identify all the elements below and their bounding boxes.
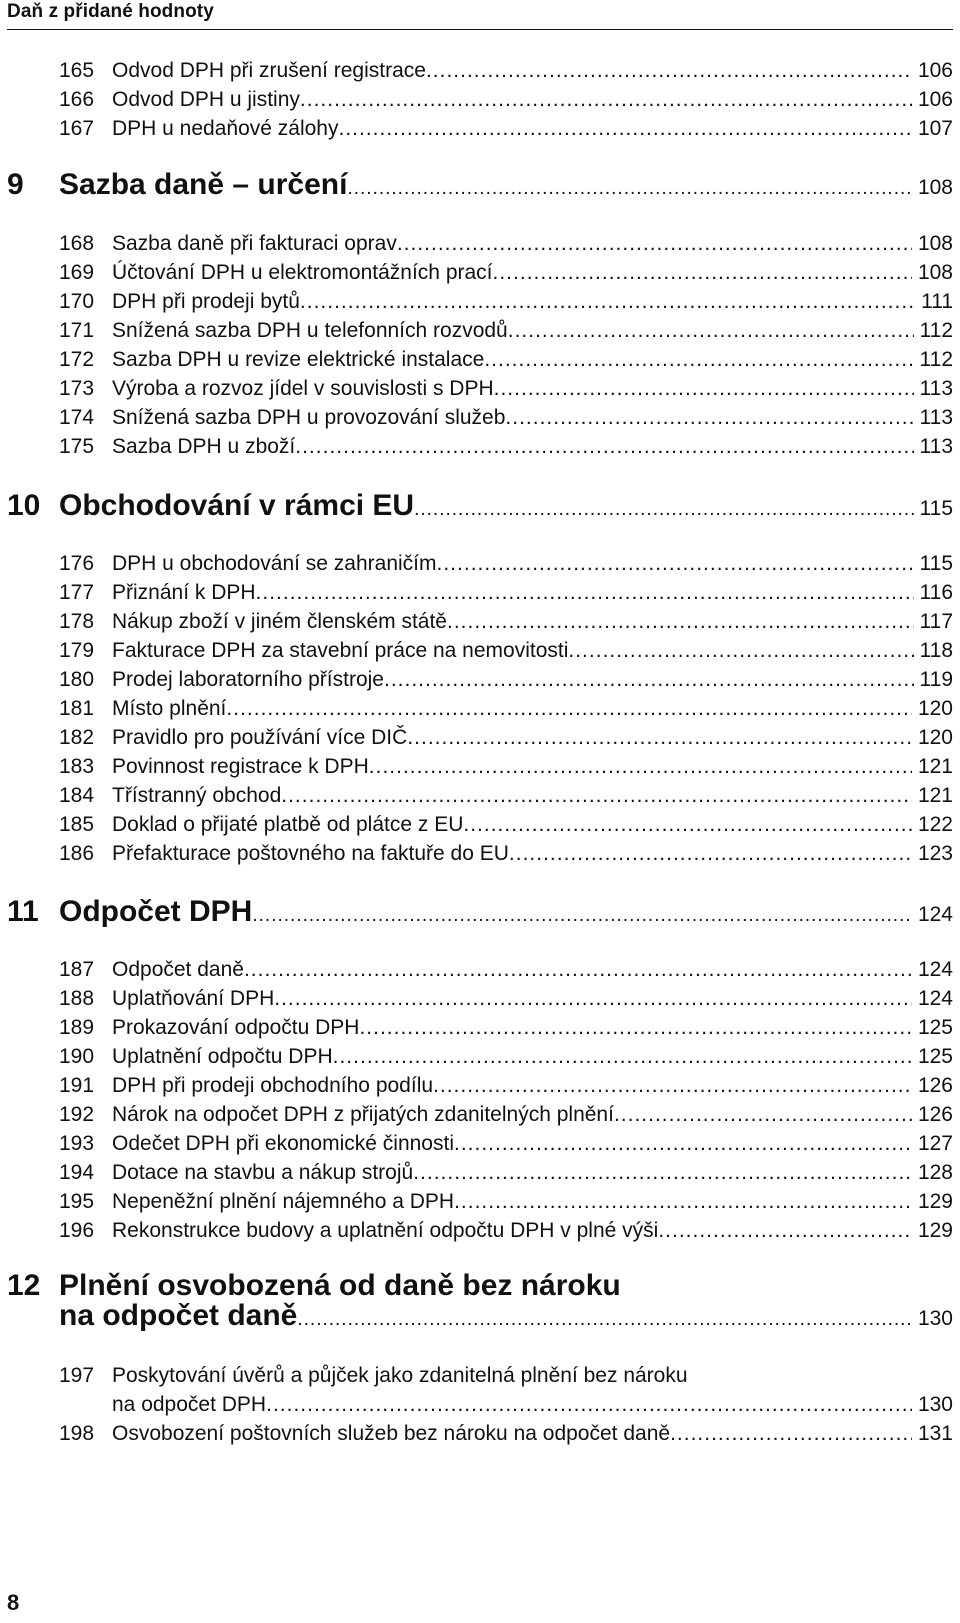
- chapter-page: 124: [917, 903, 953, 926]
- entry-page: 106: [917, 88, 953, 111]
- entry-page: 116: [919, 581, 953, 604]
- toc-entry: [0, 1042, 960, 1072]
- entry-number: 192: [59, 1103, 95, 1126]
- toc-entry: [0, 287, 960, 317]
- entry-page: 123: [917, 842, 953, 865]
- toc-entry: [0, 1013, 960, 1043]
- chapter-page: 108: [917, 176, 953, 199]
- leader-dots: [413, 1158, 912, 1188]
- leader-dots: [454, 1129, 912, 1159]
- entry-page: 107: [917, 117, 953, 140]
- toc-entry: [0, 1361, 960, 1391]
- entry-number: 169: [59, 261, 95, 284]
- leader-dots: [463, 810, 912, 840]
- entry-number: 186: [59, 842, 95, 865]
- entry-title-line2: na odpočet DPH: [112, 1393, 267, 1416]
- toc-entry: [0, 1129, 960, 1159]
- entry-number: 181: [59, 697, 95, 720]
- toc-entry: [0, 1071, 960, 1101]
- toc-entry: [0, 694, 960, 724]
- entry-number: 197: [59, 1364, 95, 1387]
- entry-title: DPH u nedaňové zálohy: [112, 117, 339, 140]
- leader-dots: [274, 984, 912, 1014]
- toc-entry: [0, 665, 960, 695]
- entry-title: DPH při prodeji bytů: [112, 290, 300, 313]
- entry-page: 129: [917, 1219, 953, 1242]
- leader-dots: [338, 114, 911, 144]
- toc-entry: [0, 839, 960, 869]
- chapter-page: 130: [917, 1307, 953, 1330]
- entry-number: 167: [59, 117, 95, 140]
- entry-page: 129: [917, 1190, 953, 1213]
- entry-title: Sazba DPH u revize elektrické instalace: [112, 348, 485, 371]
- entry-title: Snížená sazba DPH u provozování služeb: [112, 406, 506, 429]
- entry-number: 189: [59, 1016, 95, 1039]
- entry-title: Uplatňování DPH: [112, 987, 275, 1010]
- toc-entry: [0, 1187, 960, 1217]
- entry-number: 194: [59, 1161, 95, 1184]
- toc-entry: [0, 316, 960, 346]
- leader-dots: [433, 1071, 912, 1101]
- entry-page: 127: [917, 1132, 953, 1155]
- leader-dots: [333, 1042, 912, 1072]
- entry-title: Snížená sazba DPH u telefonních rozvodů: [112, 319, 508, 342]
- entry-title: Pravidlo pro používání více DIČ: [112, 726, 408, 749]
- entry-title: Prodej laboratorního přístroje: [112, 668, 384, 691]
- entry-page: 120: [917, 697, 953, 720]
- leader-dots: [359, 1013, 911, 1043]
- leader-dots: [426, 56, 912, 86]
- toc-entry: [0, 1100, 960, 1130]
- leader-dots: [407, 723, 912, 753]
- leader-dots: [568, 636, 913, 666]
- entry-page: 113: [919, 435, 953, 458]
- entry-number: 175: [59, 435, 95, 458]
- entry-number: 198: [59, 1422, 95, 1445]
- toc-entry: [0, 56, 960, 86]
- entry-number: 180: [59, 668, 95, 691]
- entry-page: 111: [921, 290, 953, 313]
- leader-dots: [397, 229, 912, 259]
- entry-title: DPH u obchodování se zahraničím: [112, 552, 437, 575]
- entry-title: Nárok na odpočet DPH z přijatých zdanitelných plnění: [112, 1103, 614, 1126]
- chapter-number: 12: [7, 1269, 41, 1302]
- toc-entry-continuation: [0, 1390, 960, 1420]
- entry-number: 195: [59, 1190, 95, 1213]
- entry-page: 117: [919, 610, 953, 633]
- entry-page: 121: [917, 755, 953, 778]
- leader-dots: [494, 374, 914, 404]
- entry-number: 191: [59, 1074, 95, 1097]
- toc-entry: [0, 1419, 960, 1449]
- entry-title: Nepeněžní plnění nájemného a DPH: [112, 1190, 455, 1213]
- entry-number: 177: [59, 581, 95, 604]
- entry-title: Uplatnění odpočtu DPH: [112, 1045, 333, 1068]
- chapter-title-line2: na odpočet daně: [59, 1299, 298, 1332]
- entry-title: Výroba a rozvoz jídel v souvislosti s DPH: [112, 377, 494, 400]
- entry-title-line1: Poskytování úvěrů a půjček jako zdanitelná plnění bez nároku: [112, 1364, 688, 1387]
- entry-number: 172: [59, 348, 95, 371]
- chapter-number: 9: [7, 168, 24, 201]
- toc-entry: [0, 578, 960, 608]
- entry-title: Doklad o přijaté platbě od plátce z EU: [112, 813, 464, 836]
- entry-number: 165: [59, 59, 95, 82]
- leader-dots: [281, 781, 912, 811]
- toc-entry: [0, 374, 960, 404]
- entry-page: 130: [917, 1393, 953, 1416]
- chapter-title: Odpočet DPH: [59, 895, 253, 928]
- toc-entry: [0, 345, 960, 375]
- entry-page: 125: [917, 1045, 953, 1068]
- leader-dots: [614, 1100, 912, 1130]
- page-number: 8: [7, 1590, 20, 1615]
- entry-number: 174: [59, 406, 95, 429]
- toc-entry: [0, 984, 960, 1014]
- entry-title: Odpočet daně: [112, 958, 244, 981]
- leader-dots: [226, 694, 912, 724]
- leader-dots: [266, 1390, 912, 1420]
- chapter-title: Sazba daně – určení: [59, 168, 348, 201]
- entry-title: Fakturace DPH za stavební práce na nemovitosti: [112, 639, 569, 662]
- entry-number: 176: [59, 552, 95, 575]
- entry-title: Odvod DPH při zrušení registrace: [112, 59, 426, 82]
- entry-title: Sazba DPH u zboží: [112, 435, 296, 458]
- entry-number: 178: [59, 610, 95, 633]
- entry-title: Přefakturace poštovného na faktuře do EU: [112, 842, 509, 865]
- chapter-number: 11: [7, 895, 39, 928]
- toc-entry: [0, 549, 960, 579]
- leader-dots: [347, 171, 912, 207]
- toc-entry: [0, 432, 960, 462]
- entry-title: Nákup zboží v jiném členském státě: [112, 610, 447, 633]
- leader-dots: [670, 1419, 912, 1449]
- entry-number: 196: [59, 1219, 95, 1242]
- toc-entry: [0, 1216, 960, 1246]
- toc-entry: [0, 1158, 960, 1188]
- entry-title: Přiznání k DPH: [112, 581, 256, 604]
- entry-title: Prokazování odpočtu DPH: [112, 1016, 360, 1039]
- entry-page: 115: [919, 552, 953, 575]
- leader-dots: [295, 432, 913, 462]
- toc-entry: [0, 85, 960, 115]
- toc-entry: [0, 403, 960, 433]
- leader-dots: [437, 549, 914, 579]
- entry-title: Třístranný obchod: [112, 784, 282, 807]
- entry-page: 125: [917, 1016, 953, 1039]
- chapter-number: 10: [7, 489, 41, 522]
- leader-dots: [244, 955, 912, 985]
- leader-dots: [447, 607, 914, 637]
- entry-page: 122: [917, 813, 953, 836]
- header-rule: [7, 29, 953, 30]
- entry-page: 126: [917, 1103, 953, 1126]
- entry-page: 124: [917, 987, 953, 1010]
- leader-dots: [493, 258, 912, 288]
- entry-number: 187: [59, 958, 95, 981]
- toc-entry: [0, 955, 960, 985]
- entry-number: 193: [59, 1132, 95, 1155]
- chapter-title-line1: Plnění osvobozená od daně bez nároku: [59, 1269, 621, 1302]
- entry-number: 185: [59, 813, 95, 836]
- running-header: Daň z přidané hodnoty: [7, 1, 214, 22]
- entry-title: Rekonstrukce budovy a uplatnění odpočtu DPH v plné výši: [112, 1219, 659, 1242]
- leader-dots: [509, 839, 912, 869]
- leader-dots: [369, 752, 912, 782]
- entry-number: 190: [59, 1045, 95, 1068]
- entry-number: 184: [59, 784, 95, 807]
- entry-title: Dotace na stavbu a nákup strojů: [112, 1161, 414, 1184]
- toc-entry: [0, 114, 960, 144]
- leader-dots: [454, 1187, 912, 1217]
- toc-entry: [0, 636, 960, 666]
- leader-dots: [484, 345, 913, 375]
- entry-number: 171: [59, 319, 95, 342]
- toc-entry: [0, 781, 960, 811]
- entry-number: 182: [59, 726, 95, 749]
- leader-dots: [300, 287, 915, 317]
- leader-dots: [256, 578, 914, 608]
- entry-page: 119: [919, 668, 953, 691]
- leader-dots: [252, 898, 912, 934]
- toc-entry: [0, 810, 960, 840]
- leader-dots: [384, 665, 914, 695]
- entry-number: 168: [59, 232, 95, 255]
- toc-entry: [0, 752, 960, 782]
- entry-page: 124: [917, 958, 953, 981]
- entry-page: 131: [917, 1422, 953, 1445]
- toc-entry: [0, 607, 960, 637]
- entry-page: 108: [917, 232, 953, 255]
- chapter-title: Obchodování v rámci EU: [59, 489, 415, 522]
- entry-title: DPH při prodeji obchodního podílu: [112, 1074, 434, 1097]
- leader-dots: [414, 492, 913, 528]
- entry-number: 166: [59, 88, 95, 111]
- entry-title: Osvobození poštovních služeb bez nároku na odpočet daně: [112, 1422, 671, 1445]
- leader-dots: [508, 316, 914, 346]
- leader-dots: [505, 403, 913, 433]
- entry-page: 126: [917, 1074, 953, 1097]
- toc-entry: [0, 258, 960, 288]
- entry-page: 112: [919, 348, 953, 371]
- entry-page: 108: [917, 261, 953, 284]
- entry-number: 170: [59, 290, 95, 313]
- entry-page: 106: [917, 59, 953, 82]
- entry-number: 173: [59, 377, 95, 400]
- leader-dots: [300, 85, 912, 115]
- entry-page: 113: [919, 377, 953, 400]
- entry-number: 188: [59, 987, 95, 1010]
- entry-page: 113: [919, 406, 953, 429]
- entry-page: 128: [917, 1161, 953, 1184]
- entry-page: 120: [917, 726, 953, 749]
- entry-title: Místo plnění: [112, 697, 227, 720]
- entry-number: 179: [59, 639, 95, 662]
- entry-title: Sazba daně při fakturaci oprav: [112, 232, 397, 255]
- entry-page: 121: [917, 784, 953, 807]
- entry-title: Účtování DPH u elektromontážních prací: [112, 261, 493, 284]
- entry-title: Odvod DPH u jistiny: [112, 88, 300, 111]
- leader-dots: [297, 1302, 912, 1338]
- toc-entry: [0, 723, 960, 753]
- toc-entry: [0, 229, 960, 259]
- leader-dots: [658, 1216, 912, 1246]
- entry-title: Odečet DPH při ekonomické činnosti: [112, 1132, 454, 1155]
- entry-page: 112: [919, 319, 953, 342]
- chapter-page: 115: [919, 497, 953, 520]
- entry-number: 183: [59, 755, 95, 778]
- entry-title: Povinnost registrace k DPH: [112, 755, 369, 778]
- entry-page: 118: [919, 639, 953, 662]
